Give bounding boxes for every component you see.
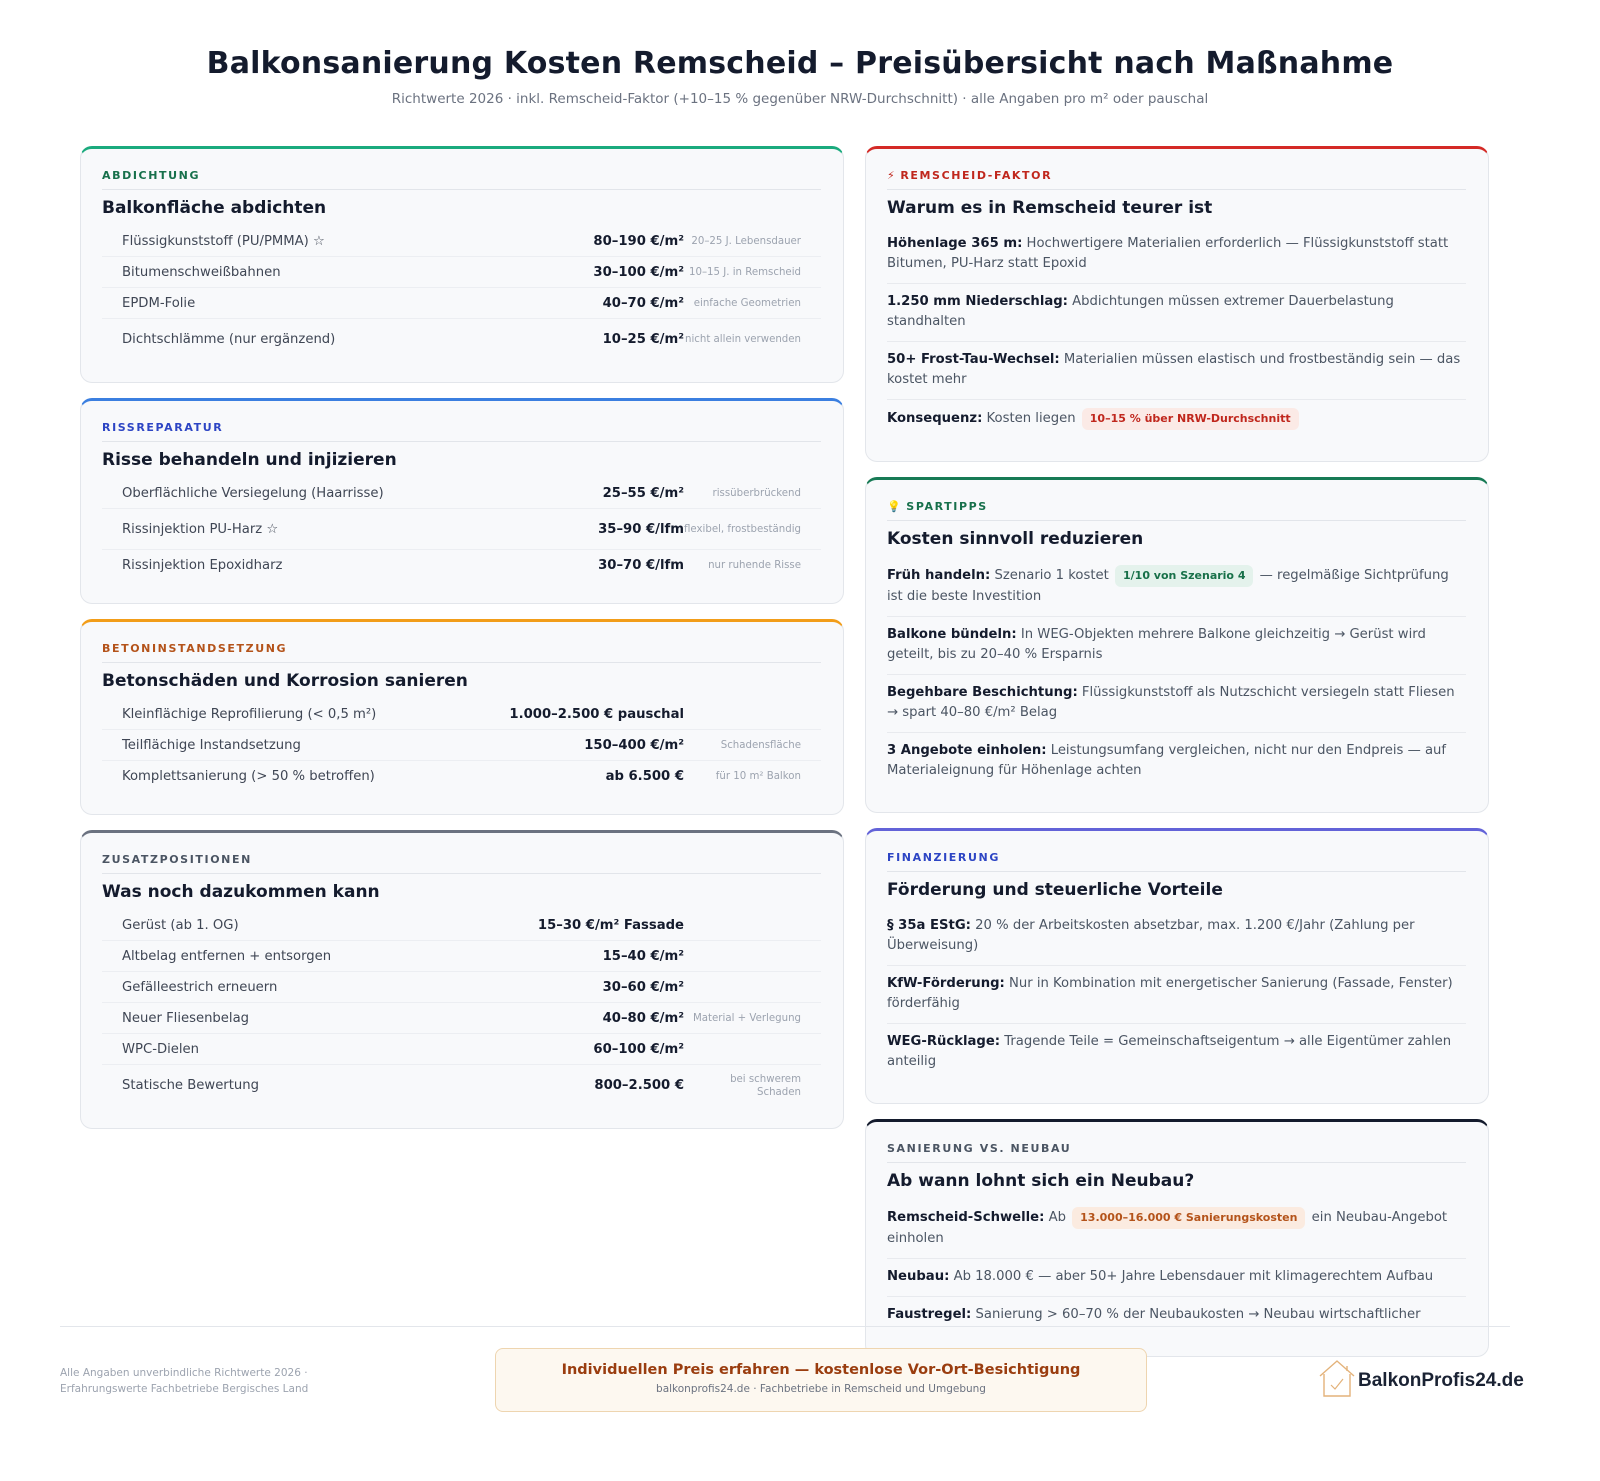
card-title: Betonschäden und Korrosion sanieren <box>102 671 468 691</box>
price-row <box>102 941 821 972</box>
price-value: 30–60 €/m² <box>602 979 684 995</box>
card-kicker: FINANZIERUNG <box>887 851 1466 872</box>
price-value: 15–30 €/m² Fassade <box>537 917 684 933</box>
price-label: Flüssigkunststoff (PU/PMMA) ☆ <box>122 233 325 249</box>
price-label: Komplettsanierung (> 50 % betroffen) <box>122 769 375 784</box>
price-note: bei schwerem Schaden <box>730 1073 801 1098</box>
info-key: WEG-Rücklage: <box>887 1034 1001 1049</box>
info-text: In WEG-Objekten mehrere Balkone gleichzeitig → Gerüst wird geteilt, bis zu 20–40 % Ersparnis <box>887 627 1426 662</box>
info-text: 20 % der Arbeitskosten absetzbar, max. 1.200 €/Jahr (Zahlung per Überweisung) <box>887 918 1415 953</box>
price-note: 10–15 J. in Remscheid <box>688 266 801 278</box>
info-row <box>887 400 1466 439</box>
card-kicker <box>887 500 1466 521</box>
card-kicker <box>887 169 1466 190</box>
price-label: Altbelag entfernen + entsorgen <box>122 948 332 964</box>
price-value: 25–55 €/m² <box>602 485 684 501</box>
card-title: Ab wann lohnt sich ein Neubau? <box>887 1171 1195 1191</box>
info-key: KfW-Förderung: <box>887 976 1005 991</box>
price-value: 800–2.500 € <box>594 1078 684 1093</box>
info-key: Neubau: <box>887 1269 950 1284</box>
info-text: Ab 18.000 € — aber 50+ Jahre Lebensdauer mit klimagerechtem Aufbau <box>949 1269 1434 1284</box>
highlight-badge: 1/10 von Szenario 4 <box>1115 565 1253 587</box>
info-row <box>887 966 1466 1024</box>
footer-note-line1: Alle Angaben unverbindliche Richtwerte 2026 · <box>60 1367 308 1379</box>
info-key: Begehbare Beschichtung: <box>887 685 1078 700</box>
card-zusatzpositionen <box>80 830 844 1129</box>
price-label: Gefälleestrich erneuern <box>122 979 278 995</box>
info-text: Abdichtungen müssen extremer Dauerbelastung standhalten <box>887 294 1394 329</box>
info-key: Höhenlage 365 m: <box>887 236 1023 251</box>
price-row <box>102 699 821 730</box>
footer-note-line2: Erfahrungswerte Fachbetriebe Bergisches Land <box>60 1383 309 1395</box>
card-kicker: ZUSATZPOSITIONEN <box>102 853 821 874</box>
price-value: 10–25 €/m² <box>602 332 684 347</box>
page-title: Balkonsanierung Kosten Remscheid – Preisübersicht nach Maßnahme <box>206 46 1394 81</box>
info-key: Faustregel: <box>887 1307 972 1322</box>
info-text: Materialien müssen elastisch und frostbeständig sein — das kostet mehr <box>887 352 1461 387</box>
price-note: flexibel, frostbeständig <box>684 523 801 535</box>
info-row <box>887 908 1466 966</box>
price-note: Material + Verlegung <box>693 1012 801 1024</box>
price-row <box>102 910 821 941</box>
price-label: Rissinjektion Epoxidharz <box>122 558 283 573</box>
price-label: Kleinflächige Reprofilierung (< 0,5 m²) <box>122 706 377 722</box>
page-subtitle: Richtwerte 2026 · inkl. Remscheid-Faktor (+10–15 % gegenüber NRW-Durchschnitt) · alle Angaben pro m² oder pauschal <box>391 91 1209 107</box>
lightbulb-icon: 💡 <box>887 500 903 513</box>
price-value: 80–190 €/m² <box>593 233 684 249</box>
info-row <box>887 557 1466 617</box>
card-rissreparatur <box>80 398 844 604</box>
highlight-badge: 10–15 % über NRW-Durchschnitt <box>1082 408 1299 430</box>
cta-subtitle: balkonprofis24.de · Fachbetriebe in Remscheid und Umgebung <box>656 1383 986 1395</box>
info-key: § 35a EStG: <box>887 918 971 933</box>
info-row <box>887 1297 1466 1334</box>
price-label: Neuer Fliesenbelag <box>122 1010 250 1026</box>
price-value: 150–400 €/m² <box>584 737 684 753</box>
card-finanzierung <box>865 828 1489 1104</box>
price-label: Teilflächige Instandsetzung <box>122 737 301 753</box>
price-note: 20–25 J. Lebensdauer <box>691 235 801 247</box>
price-note: für 10 m² Balkon <box>715 771 801 782</box>
info-row <box>887 675 1466 733</box>
cta-banner[interactable] <box>495 1348 1147 1412</box>
brand-name: BalkonProfis24.de <box>1358 1370 1524 1391</box>
info-row <box>887 1199 1466 1259</box>
card-abdichtung <box>80 146 844 383</box>
info-row <box>887 733 1466 790</box>
info-text: Hochwertigere Materialien erforderlich — Flüssigkunststoff statt Bitumen, PU-Harz statt Epoxid <box>887 236 1449 271</box>
price-value: 35–90 €/lfm <box>598 521 684 537</box>
price-label: WPC-Dielen <box>122 1041 200 1057</box>
card-kicker: BETONINSTANDSETZUNG <box>102 642 821 663</box>
house-check-icon <box>1318 1358 1356 1398</box>
price-row <box>102 972 821 1003</box>
lightning-icon: ⚡ <box>887 169 897 182</box>
price-row <box>102 1003 821 1034</box>
price-label: EPDM-Folie <box>122 295 196 311</box>
card-title: Warum es in Remscheid teurer ist <box>887 198 1213 218</box>
info-row <box>887 226 1466 284</box>
price-note: nicht allein verwenden <box>684 334 801 345</box>
info-row <box>887 284 1466 342</box>
brand-logo[interactable] <box>1318 1358 1524 1398</box>
price-row <box>102 319 821 360</box>
info-key: 3 Angebote einholen: <box>887 743 1047 758</box>
footer-disclaimer <box>60 1365 308 1397</box>
price-label: Rissinjektion PU-Harz ☆ <box>122 521 279 537</box>
price-value: ab 6.500 € <box>605 769 684 784</box>
page-header <box>0 46 1600 107</box>
price-row <box>102 730 821 761</box>
card-title: Was noch dazukommen kann <box>102 882 380 902</box>
card-sanierung-vs-neubau <box>865 1119 1489 1357</box>
price-note: rissüberbrückend <box>712 487 801 499</box>
info-text: Kosten liegen <box>982 411 1080 426</box>
info-key: Remscheid-Schwelle: <box>887 1210 1045 1225</box>
kicker-label: REMSCHEID-FAKTOR <box>900 169 1053 182</box>
card-title: Balkonfläche abdichten <box>102 198 327 218</box>
price-row <box>102 226 821 257</box>
info-text: Ab <box>1044 1210 1071 1225</box>
price-label: Dichtschlämme (nur ergänzend) <box>122 332 336 347</box>
price-note: Schadensfläche <box>720 739 801 751</box>
info-row <box>887 1259 1466 1297</box>
highlight-badge: 13.000–16.000 € Sanierungskosten <box>1072 1207 1305 1229</box>
price-note: einfache Geometrien <box>693 297 801 309</box>
price-row <box>102 478 821 509</box>
left-column <box>80 146 844 1144</box>
price-row <box>102 550 821 581</box>
info-text: Flüssigkunststoff als Nutzschicht versiegeln statt Fliesen → spart 40–80 €/m² Belag <box>887 685 1455 720</box>
card-title: Risse behandeln und injizieren <box>102 450 397 470</box>
info-row <box>887 1024 1466 1081</box>
card-title: Kosten sinnvoll reduzieren <box>887 529 1144 549</box>
price-label: Bitumenschweißbahnen <box>122 264 281 280</box>
price-value: 30–70 €/lfm <box>598 558 684 573</box>
card-spartipps <box>865 477 1489 813</box>
info-text: Leistungsumfang vergleichen, nicht nur den Endpreis — auf Materialeignung für Höhenlage achten <box>887 743 1447 778</box>
card-title: Förderung und steuerliche Vorteile <box>887 880 1223 900</box>
info-row <box>887 617 1466 675</box>
cta-title[interactable]: Individuellen Preis erfahren — kostenlose Vor-Ort-Besichtigung <box>561 1362 1081 1378</box>
price-value: 15–40 €/m² <box>602 948 684 964</box>
info-text-after: ein Neubau-Angebot einholen <box>887 1210 1448 1246</box>
price-value: 40–80 €/m² <box>602 1010 684 1026</box>
price-value: 30–100 €/m² <box>593 264 684 280</box>
price-row <box>102 509 821 550</box>
card-kicker: RISSREPARATUR <box>102 421 821 442</box>
card-betoninstandsetzung <box>80 619 844 815</box>
info-text: Szenario 1 kostet <box>990 568 1113 583</box>
info-key: 50+ Frost-Tau-Wechsel: <box>887 352 1060 367</box>
info-key: 1.250 mm Niederschlag: <box>887 294 1068 309</box>
card-remscheid-faktor <box>865 146 1489 462</box>
price-label: Oberflächliche Versiegelung (Haarrisse) <box>122 485 384 501</box>
price-label: Gerüst (ab 1. OG) <box>122 917 239 933</box>
info-text-after: — regelmäßige Sichtprüfung ist die beste Investition <box>887 568 1449 604</box>
info-key: Früh handeln: <box>887 568 991 583</box>
kicker-label: SPARTIPPS <box>906 500 988 513</box>
info-text: Sanierung > 60–70 % der Neubaukosten → Neubau wirtschaftlicher <box>971 1307 1421 1322</box>
price-value: 1.000–2.500 € pauschal <box>509 706 684 722</box>
card-kicker: ABDICHTUNG <box>102 169 821 190</box>
card-kicker: SANIERUNG VS. NEUBAU <box>887 1142 1466 1163</box>
footer-divider <box>60 1326 1510 1327</box>
price-row <box>102 761 821 792</box>
price-note: nur ruhende Risse <box>708 560 801 571</box>
price-row <box>102 288 821 319</box>
price-row <box>102 1065 821 1106</box>
info-key: Balkone bündeln: <box>887 627 1017 642</box>
info-row <box>887 342 1466 400</box>
price-value: 60–100 €/m² <box>593 1041 684 1057</box>
info-text: Nur in Kombination mit energetischer Sanierung (Fassade, Fenster) förderfähig <box>887 976 1453 1011</box>
price-row <box>102 257 821 288</box>
price-value: 40–70 €/m² <box>602 295 684 311</box>
right-column <box>865 146 1489 1372</box>
info-key: Konsequenz: <box>887 411 983 426</box>
info-text: Tragende Teile = Gemeinschaftseigentum → alle Eigentümer zahlen anteilig <box>887 1034 1452 1069</box>
price-label: Statische Bewertung <box>122 1078 259 1093</box>
price-row <box>102 1034 821 1065</box>
